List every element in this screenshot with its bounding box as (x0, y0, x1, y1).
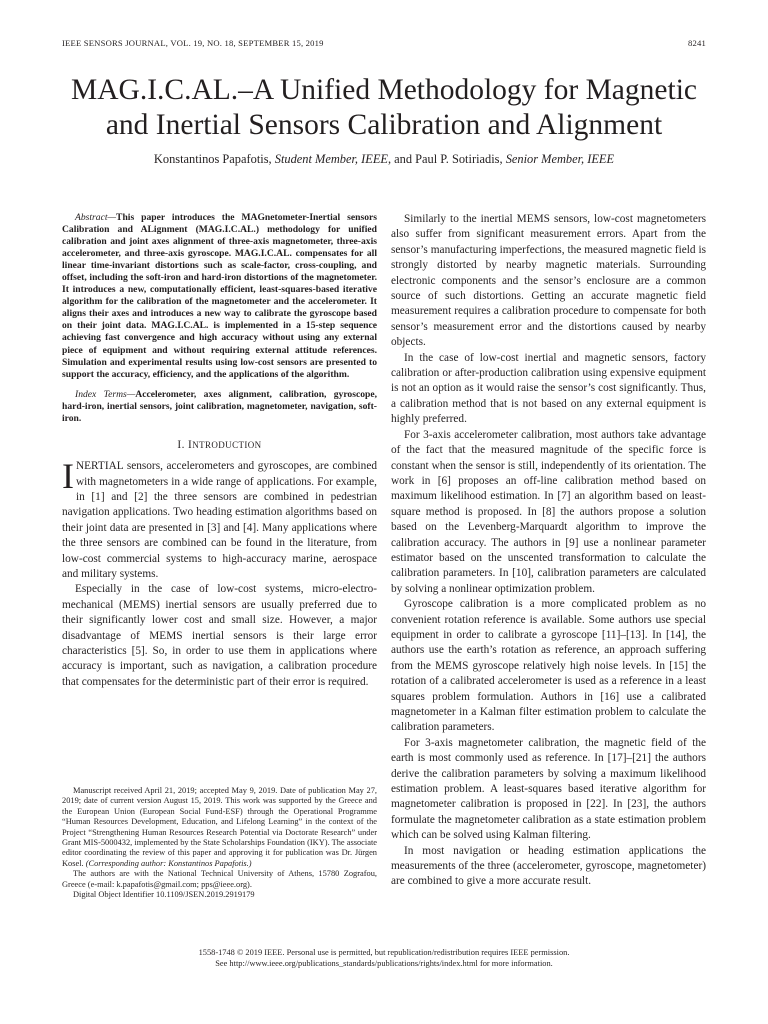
footnote-manuscript (62, 786, 377, 869)
title-line-2: and Inertial Sensors Calibration and Alignment (105, 109, 663, 141)
intro-paragraph-1-text: NERTIAL sensors, accelerometers and gyroscopes, are combined with magnetometers in a wide range of applications. For example, in [1] and [2] the three sensors are combined in pedestrian navigation applications. Two heading estimation algorithms based on their joint data are presented in [3] and [4]. Many applications where the three sensors are combined can be found in the literature, from low-cost commercial systems to high-accuracy marine, aerospace and military systems. (62, 460, 377, 581)
footnote-doi: Digital Object Identifier 10.1109/JSEN.2019.2919179 (73, 890, 255, 900)
right-paragraph-3: For 3-axis accelerometer calibration, most authors take advantage of the fact that the measured magnitude of the specific force is constant when the sensor is still, independently of its orientation. The work in [6] proposes an off-line calibration method based on maximum likelihood estimation. In [7] an algorithm based on least-square method is proposed. In [8] the authors propose a solution based on the Levenberg-Marquardt algorithm to improve the calibration accuracy. The authors in [9] use a nonlinear parameter estimator based on the unscented transformation to calculate the calibration parameters. In [10], calibration parameters are calculated by solving a nonlinear optimization problem. (391, 428, 706, 595)
abstract-text: This paper introduces the MAGnetometer-Inertial sensors Calibration and ALignment (MAG.I.C.AL.) methodology for unified calibration and joint axes alignment of three-axis magnetometer, three-axis accelerometer, and three-axis gyroscope. MAG.I.C.AL. compensates for all linear time-invariant distortions such as scale-factor, cross-coupling, and offset, including the soft-iron and hard-iron distortions of the magnetometer. It introduces a new, computationally efficient, least-squares-based iterative algorithm for the calibration of the magnetometer and the accelerometer. It aligns their axes and introduces a new way to calibrate the gyroscope based on their joint data. MAG.I.C.AL. is implemented in a 15-step sequence achieving fast convergence and high accuracy without using any external piece of equipment and without requiring external attitude references. Simulation and experimental results using low-cost sensors are presented to support the accuracy, efficiency, and the applications of the algorithm. (62, 212, 377, 380)
index-terms-text: Accelerometer, axes alignment, calibration, gyroscope, hard-iron, inertial sensors, joint calibration, magnetometer, navigation, soft-iron. (62, 388, 378, 424)
title-line-1: MAG.I.C.AL.–A Unified Methodology for Magnetic (71, 74, 697, 106)
drop-cap-letter: I (62, 456, 74, 497)
copyright-line-2: See http://www.ieee.org/publications_standards/publications/rights/index.html for more information. (215, 958, 553, 968)
right-paragraph-2: In the case of low-cost inertial and magnetic sensors, factory calibration or after-production calibration using expensive equipment is not an option as it would raise the sensor’s cost significantly. Thus, a calibration method that is not based on any external equipment is highly preferred. (391, 351, 706, 426)
footnote-manuscript-text: Manuscript received April 21, 2019; accepted May 9, 2019. Date of publication May 27, 2019; date of current version August 15, 2019. This work was supported by the Greece and the European Union (European Social Fund-ESF) through the Operational Programme “Human Resources Development, Education, and Lifelong Learning” in the context of the Project “Strengthening Human Resources Research Potential via Doctorate Research” under Grant MIS-5000432, implemented by the State Scholarships Foundation (IKY). The associate editor coordinating the review of this paper and approving it for publication was Dr. Jürgen Kosel. (62, 786, 377, 868)
author-1-name: Konstantinos Papafotis, (153, 152, 272, 166)
section-heading-introduction (62, 438, 377, 453)
right-paragraph-6: In most navigation or heading estimation applications the measurements of the three (accelerometer, gyroscope, magnetometer) are combined to give a more accurate result. (391, 844, 706, 888)
index-terms-label: Index Terms— (75, 388, 136, 400)
right-column (391, 212, 706, 890)
paper-title (40, 73, 728, 143)
footnote-affiliation: The authors are with the National Technical University of Athens, 15780 Zografou, Greece (e-mail: k.papafotis@gmail.com; pps@ieee.org). (62, 869, 377, 889)
section-title: NTRODUCTION (192, 439, 262, 450)
author-1-role: Student Member, IEEE (274, 152, 388, 166)
intro-paragraph-1 (62, 456, 377, 582)
copyright-notice (40, 948, 728, 969)
first-page-footnote (62, 786, 377, 900)
left-column (62, 212, 377, 690)
right-paragraph-5: For 3-axis magnetometer calibration, the magnetic field of the earth is most commonly used as reference. In [17]–[21] the authors derive the calibration parameters by solving a maximum likelihood estimation problem. A least-squares based iterative algorithm for magnetometer calibration is proposed in [22]. In [23], the authors formulate the magnetometer calibration as a state estimation problem which can be solved using Kalman filtering. (391, 736, 706, 842)
author-separator: , and Paul P. Sotiriadis, (387, 152, 503, 166)
right-paragraph-1: Similarly to the inertial MEMS sensors, low-cost magnetometers also suffer from significant measurement errors. Apart from the sensor’s manufacturing imperfections, the measured magnetic field is strongly distorted by nearby magnetic materials. Surrounding electronic components and the sensor’s enclosure are a common source of such distortions. Getting an accurate magnetic field measurement requires a calibration procedure to compensate for both sensor’s measurement error and the distortions caused by nearby objects. (391, 213, 706, 349)
intro-paragraph-2: Especially in the case of low-cost systems, micro-electro-mechanical (MEMS) inertial sensors are usually preferred due to their significantly lower cost and small size. However, a major disadvantage of MEMS inertial sensors is their large error characteristics [5]. So, in order to use them in applications where accuracy is important, such as navigation, a calibration procedure that compensates for the deterministic part of their error is required. (62, 583, 377, 688)
copyright-line-1: 1558-1748 © 2019 IEEE. Personal use is permitted, but republication/redistribution requires IEEE permission. (198, 948, 570, 957)
abstract-label: Abstract— (75, 212, 117, 223)
author-line (40, 152, 728, 167)
abstract (62, 212, 377, 381)
index-terms (62, 389, 377, 425)
section-numeral: I. I (177, 438, 193, 451)
right-paragraph-4: Gyroscope calibration is a more complicated problem as no convenient rotation reference is available. Some authors use special equipment in order to calibrate a gyroscope [11]–[13]. In [14], the authors use the earth’s rotation as reference, an approach suffering from the MEMS gyroscope relatively high noise levels. In [15] the rotation of a calibrated accelerometer is used as a reference in a least squares problem formulation. Authors in [16] use a calibrated magnetometer in a Kalman filter estimation problem to calculate the calibration parameters. (391, 598, 706, 734)
journal-citation: IEEE SENSORS JOURNAL, VOL. 19, NO. 18, SEPTEMBER 15, 2019 (62, 38, 324, 48)
page-number: 8241 (688, 38, 706, 48)
footnote-corresponding-author: (Corresponding author: Konstantinos Papafotis.) (85, 858, 252, 868)
author-2-role: Senior Member, IEEE (505, 152, 615, 166)
